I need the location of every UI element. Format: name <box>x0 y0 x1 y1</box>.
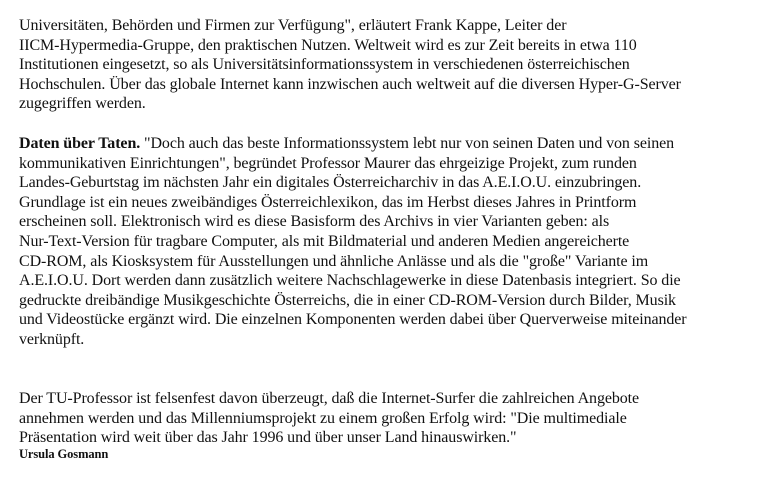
text-line: Landes-Geburtstag im nächsten Jahr ein digitales Österreicharchiv in das A.E.I.O.U. einzubringen. <box>19 174 642 192</box>
text-line: gedruckte dreibändige Musikgeschichte Österreichs, die in einer CD-ROM-Version durch Bilder, Musik <box>19 291 676 309</box>
text-line: Nur-Text-Version für tragbare Computer, als mit Bildmaterial und anderen Medien angereicherte <box>19 232 630 250</box>
text-line: annehmen werden und das Millenniumsprojekt zu einem großen Erfolg wird: "Die multimediale <box>19 409 627 427</box>
text-line <box>19 134 759 154</box>
text-line: kommunikativen Einrichtungen", begründet Professor Maurer das ehrgeizige Projekt, zum runden <box>19 154 637 172</box>
section-lead-in: Daten über Taten. <box>19 135 141 152</box>
text-line: zugegriffen werden. <box>19 95 146 113</box>
text-line: Institutionen eingesetzt, so als Universitätsinformationssystem in verschiedenen österreichischen <box>19 56 630 74</box>
author-signature: Ursula Gosmann <box>19 447 109 461</box>
text-line: Universitäten, Behörden und Firmen zur Verfügung", erläutert Frank Kappe, Leiter der <box>19 17 567 34</box>
text-line: Grundlage ist ein neues zweibändiges Österreichlexikon, das im Herbst dieses Jahres in Printform <box>19 193 637 211</box>
paragraph-kappe-quote <box>19 16 759 114</box>
text-line-rest: "Doch auch das beste Informationssystem lebt nur von seinen Daten und von seinen <box>140 135 675 152</box>
text-line: und Videostücke ergänzt wird. Die einzelnen Komponenten werden dabei über Querverweise miteinander <box>19 311 687 329</box>
text-line: A.E.I.O.U. Dort werden dann zusätzlich weitere Nachschlagewerke in diese Datenbasis integriert. So die <box>19 272 681 290</box>
text-line: Präsentation wird weit über das Jahr 1996 und über unser Land hinauswirken." <box>19 429 517 447</box>
paragraph-daten-ueber-taten <box>19 134 759 350</box>
text-line: Hochschulen. Über das globale Internet kann inzwischen auch weltweit auf die diversen Hyper-G-Server <box>19 75 681 93</box>
paragraph-tu-professor <box>19 389 759 448</box>
text-line: IICM-Hypermedia-Gruppe, den praktischen Nutzen. Weltweit wird es zur Zeit bereits in etwa 110 <box>19 36 637 54</box>
text-line: verknüpft. <box>19 330 85 348</box>
text-line: erscheinen soll. Elektronisch wird es diese Basisform des Archivs in vier Varianten geben: als <box>19 213 610 231</box>
text-line: CD-ROM, als Kiosksystem für Ausstellungen und ähnliche Anlässe und als die "große" Variante im <box>19 252 649 270</box>
text-line: Der TU-Professor ist felsenfest davon überzeugt, daß die Internet-Surfer die zahlreichen Angebote <box>19 390 639 407</box>
